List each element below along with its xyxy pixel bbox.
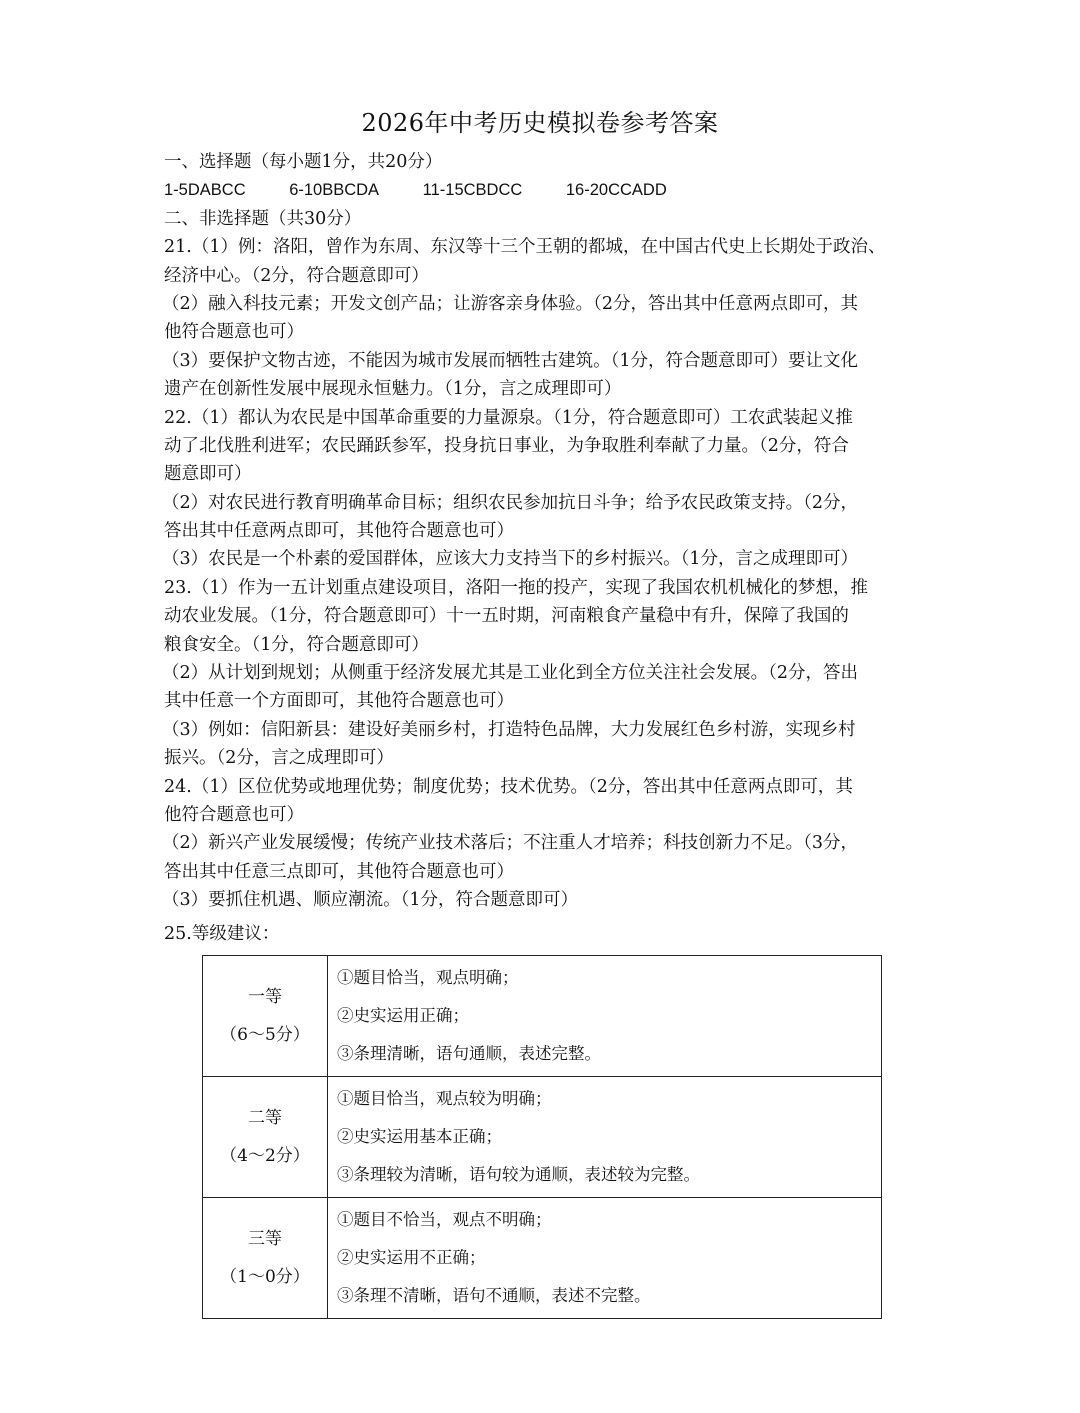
grading-table (202, 955, 882, 1319)
criterion: ②史实运用正确； (337, 1006, 469, 1025)
answer-line: 经济中心。（2分，符合题意即可） (164, 265, 429, 286)
answer-line: 其中任意一个方面即可，其他符合题意也可） (164, 691, 514, 712)
answer-line: 动了北伐胜利进军；农民踊跃参军，投身抗日事业，为争取胜利奉献了力量。（2分，符合 (164, 435, 849, 456)
answer-line: 23.（1）作为一五计划重点建设项目，洛阳一拖的投产，实现了我国农机机械化的梦想，推 (164, 577, 868, 598)
answer-line: （3）要保护文物古迹，不能因为城市发展而牺牲古建筑。（1分，符合题意即可）要让文化 (162, 350, 859, 371)
grade-level: 一等 (248, 987, 282, 1007)
grade-level: 二等 (248, 1108, 282, 1128)
grade-score: （6～5分） (220, 1025, 310, 1045)
choice-answer-group: 11-15CBDCC (422, 181, 523, 200)
choice-answers-row (164, 176, 924, 204)
grade-level-cell (203, 1077, 328, 1198)
answer-line: 24.（1）区位优势或地理优势；制度优势；技术优势。（2分，答出其中任意两点即可，其 (164, 776, 853, 797)
answer-content (164, 148, 924, 915)
table-row (203, 1077, 882, 1198)
answer-line: 21.（1）例：洛阳，曾作为东周、东汉等十三个王朝的都城，在中国古代史上长期处于政治、 (164, 237, 886, 258)
choice-answer-group: 6-10BBCDA (289, 181, 380, 200)
q25-label: 25.等级建议： (164, 924, 280, 944)
table-row (203, 1198, 882, 1319)
answer-line: （3）农民是一个朴素的爱国群体，应该大力支持当下的乡村振兴。（1分，言之成理即可） (162, 549, 859, 570)
section2-heading: 二、非选择题（共30分） (164, 208, 362, 229)
criterion: ①题目恰当，观点明确； (337, 968, 519, 987)
criterion: ②史实运用基本正确； (337, 1127, 502, 1146)
answer-line: （2）对农民进行教育明确革命目标；组织农民参加抗日斗争；给予农民政策支持。（2分， (162, 492, 859, 513)
answer-line: 他符合题意也可） (164, 322, 304, 343)
grade-level-cell (203, 1198, 328, 1319)
answer-line: （3）例如：信阳新县：建设好美丽乡村，打造特色品牌，大力发展红色乡村游，实现乡村 (162, 719, 856, 740)
answer-line: （2）从计划到规划；从侧重于经济发展尤其是工业化到全方位关注社会发展。（2分，答出 (162, 663, 859, 684)
criterion: ③条理清晰，语句通顺，表述完整。 (337, 1044, 601, 1063)
answer-line: （3）要抓住机遇、顺应潮流。（1分，符合题意即可） (162, 890, 579, 911)
answer-line: 答出其中任意三点即可，其他符合题意也可） (164, 861, 514, 882)
table-row (203, 956, 882, 1077)
grade-score: （1～0分） (220, 1267, 310, 1287)
grade-criteria-cell (328, 1198, 882, 1319)
choice-answer-group: 1-5DABCC (164, 181, 246, 200)
answer-line: 动农业发展。（1分，符合题意即可）十一五时期，河南粮食产量稳中有升，保障了我国的 (164, 606, 849, 627)
criterion: ②史实运用不正确； (337, 1248, 486, 1267)
section1-heading: 一、选择题（每小题1分，共20分） (164, 152, 443, 172)
criterion: ①题目恰当，观点较为明确； (337, 1089, 552, 1108)
choice-answer-group: 16-20CCADD (565, 181, 667, 200)
grade-level: 三等 (248, 1229, 282, 1249)
criterion: ③条理不清晰，语句不通顺，表述不完整。 (337, 1286, 651, 1305)
grade-score: （4～2分） (220, 1146, 310, 1166)
grade-criteria-cell (328, 956, 882, 1077)
non-choice-answers (164, 233, 924, 914)
grade-level-cell (203, 956, 328, 1077)
answer-line: 题意即可） (164, 464, 252, 485)
answer-line: 他符合题意也可） (164, 804, 304, 825)
criterion: ①题目不恰当，观点不明确； (337, 1210, 552, 1229)
answer-line: 22.（1）都认为农民是中国革命重要的力量源泉。（1分，符合题意即可）工农武装起义推 (164, 407, 853, 428)
page-title: 2026年中考历史模拟卷参考答案 (361, 109, 719, 137)
answer-line: 粮食安全。（1分，符合题意即可） (164, 634, 429, 655)
grade-criteria-cell (328, 1077, 882, 1198)
criterion: ③条理较为清晰，语句较为通顺，表述较为完整。 (337, 1165, 700, 1184)
answer-line: 遗产在创新性发展中展现永恒魅力。（1分，言之成理即可） (164, 379, 622, 400)
answer-line: （2）融入科技元素；开发文创产品；让游客亲身体验。（2分，答出其中任意两点即可，其 (162, 293, 859, 314)
answer-line: 答出其中任意两点即可，其他符合题意也可） (164, 521, 514, 542)
answer-line: 振兴。（2分，言之成理即可） (164, 748, 394, 769)
answer-line: （2）新兴产业发展缓慢；传统产业技术落后；不注重人才培养；科技创新力不足。（3分， (162, 833, 859, 854)
